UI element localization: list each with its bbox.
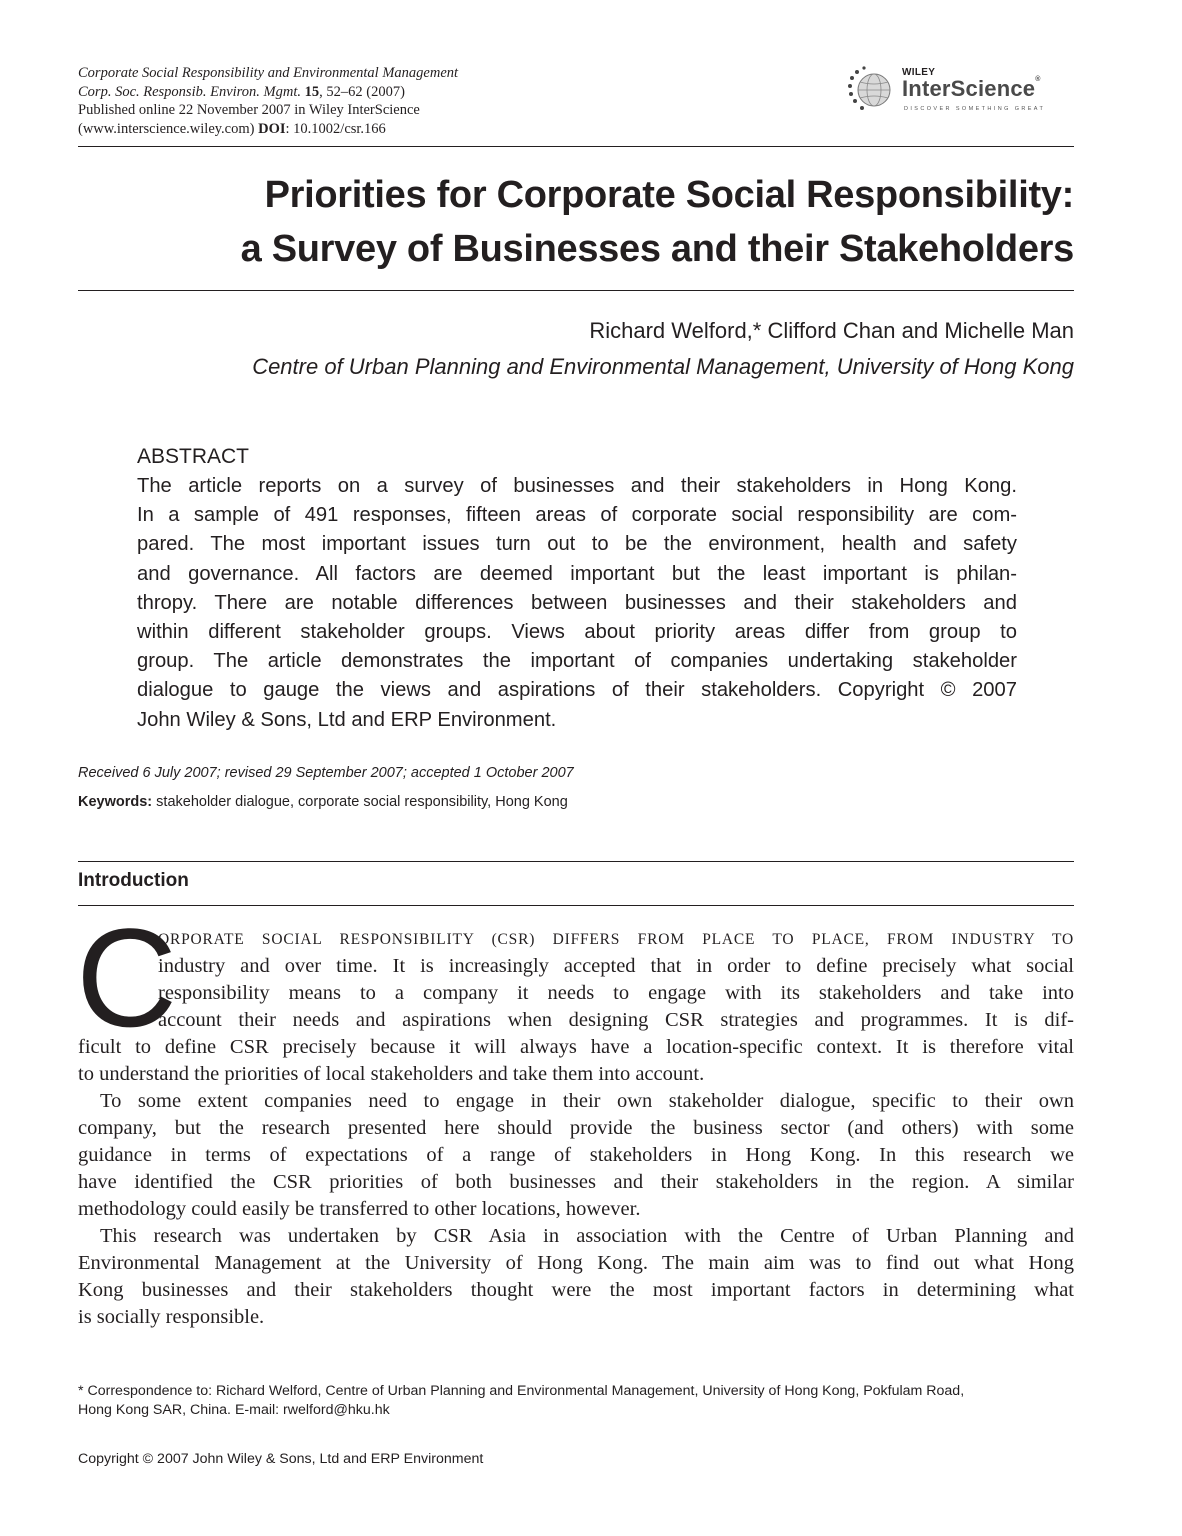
abstract-line: pared. The most important issues turn out to be the environment, health and safety [137, 533, 1017, 556]
header-rule [78, 146, 1074, 147]
journal-abbrev: Corp. Soc. Responsib. Environ. Mgmt. [78, 83, 301, 100]
intro-top-rule [78, 861, 1074, 862]
journal-pages: , 52–62 (2007) [319, 83, 405, 100]
authors: Richard Welford,* Clifford Chan and Michelle Man [589, 318, 1074, 343]
affiliation: Centre of Urban Planning and Environmental Management, University of Hong Kong [252, 354, 1074, 379]
abstract-line: dialogue to gauge the views and aspirations of their stakeholders. Copyright © 2007 [137, 679, 1017, 702]
doi-line [78, 120, 598, 139]
title-rule [78, 290, 1074, 291]
intro-line: This research was undertaken by CSR Asia in association with the Centre of Urban Planning and [100, 1225, 1074, 1247]
abstract-heading: ABSTRACT [137, 445, 250, 468]
intro-line: guidance in terms of expectations of a range of stakeholders in Hong Kong. In this research we [78, 1144, 1074, 1166]
received-dates: Received 6 July 2007; revised 29 September 2007; accepted 1 October 2007 [78, 765, 574, 781]
footnote-line: * Correspondence to: Richard Welford, Centre of Urban Planning and Environmental Management, University of Hong Kong, Pokfulam Road, [78, 1383, 965, 1399]
introduction-heading: Introduction [78, 870, 189, 891]
abstract-line: John Wiley & Sons, Ltd and ERP Environment. [137, 708, 557, 731]
drop-cap: C [76, 899, 178, 1056]
title-line-2: a Survey of Businesses and their Stakeholders [240, 228, 1074, 270]
article-title [78, 168, 1074, 276]
interscience-wordmark [902, 76, 1041, 102]
footnote-line: Hong Kong SAR, China. E-mail: rwelford@hku.hk [78, 1402, 390, 1418]
abstract-line: group. The article demonstrates the important of companies undertaking stakeholder [137, 650, 1017, 673]
intro-bottom-rule [78, 905, 1074, 906]
intro-line: to understand the priorities of local stakeholders and take them into account. [78, 1063, 705, 1085]
journal-header [78, 64, 598, 138]
intro-line: Kong businesses and their stakeholders thought were the most important factors in determining what [78, 1279, 1074, 1301]
logo-tagline: DISCOVER SOMETHING GREAT [904, 106, 1046, 112]
wiley-interscience-logo [846, 64, 1078, 116]
journal-name: Corporate Social Responsibility and Environmental Management [78, 65, 459, 81]
keywords-label: Keywords: [78, 794, 153, 810]
correspondence-footnote [78, 1382, 1074, 1420]
intro-line: ORPORATE SOCIAL RESPONSIBILITY (CSR) DIFFERS FROM PLACE TO PLACE, FROM INDUSTRY TO [158, 931, 1074, 948]
intro-line: Environmental Management at the University of Hong Kong. The main aim was to find out what Hong [78, 1252, 1074, 1274]
globe-icon [846, 64, 896, 114]
registered-mark: ® [1035, 76, 1041, 83]
intro-line: account their needs and aspirations when designing CSR strategies and programmes. It is dif- [158, 1009, 1074, 1031]
title-line-1: Priorities for Corporate Social Responsibility: [264, 174, 1074, 216]
publisher-url[interactable]: (www.interscience.wiley.com) [78, 120, 255, 137]
abstract-line: In a sample of 491 responses, fifteen areas of corporate social responsibility are com- [137, 504, 1017, 527]
keywords [78, 794, 568, 810]
abstract-line: The article reports on a survey of businesses and their stakeholders in Hong Kong. [137, 475, 1017, 497]
intro-line: To some extent companies need to engage in their own stakeholder dialogue, specific to their own [100, 1090, 1074, 1112]
doi-value[interactable]: : 10.1002/csr.166 [285, 120, 386, 137]
journal-citation [78, 83, 598, 102]
wiley-wordmark: WILEY [902, 67, 936, 78]
abstract-line: thropy. There are notable differences between businesses and their stakeholders and [137, 591, 1017, 614]
brand-name: InterScience [902, 76, 1036, 101]
journal-volume: 15 [304, 83, 320, 100]
intro-line: industry and over time. It is increasingly accepted that in order to define precisely what social [158, 955, 1074, 977]
intro-line: company, but the research presented here should provide the business sector (and others) with some [78, 1117, 1074, 1139]
introduction-body [78, 926, 1074, 1331]
intro-line: responsibility means to a company it needs to engage with its stakeholders and take into [158, 982, 1074, 1004]
intro-line: have identified the CSR priorities of both businesses and their stakeholders in the region. A similar [78, 1171, 1074, 1193]
intro-line: methodology could easily be transferred to other locations, however. [78, 1198, 641, 1220]
abstract-line: within different stakeholder groups. Views about priority areas differ from group to [137, 621, 1017, 644]
intro-line: is socially responsible. [78, 1306, 265, 1328]
abstract-body [137, 472, 1017, 735]
copyright-notice: Copyright © 2007 John Wiley & Sons, Ltd and ERP Environment [78, 1451, 484, 1467]
keywords-text: stakeholder dialogue, corporate social responsibility, Hong Kong [152, 794, 568, 810]
doi-label: DOI [258, 120, 286, 137]
publication-note: Published online 22 November 2007 in Wiley InterScience [78, 102, 420, 118]
intro-line: ficult to define CSR precisely because it will always have a location-specific context. It is therefore vital [78, 1036, 1074, 1058]
abstract-line: and governance. All factors are deemed important but the least important is philan- [137, 562, 1017, 585]
